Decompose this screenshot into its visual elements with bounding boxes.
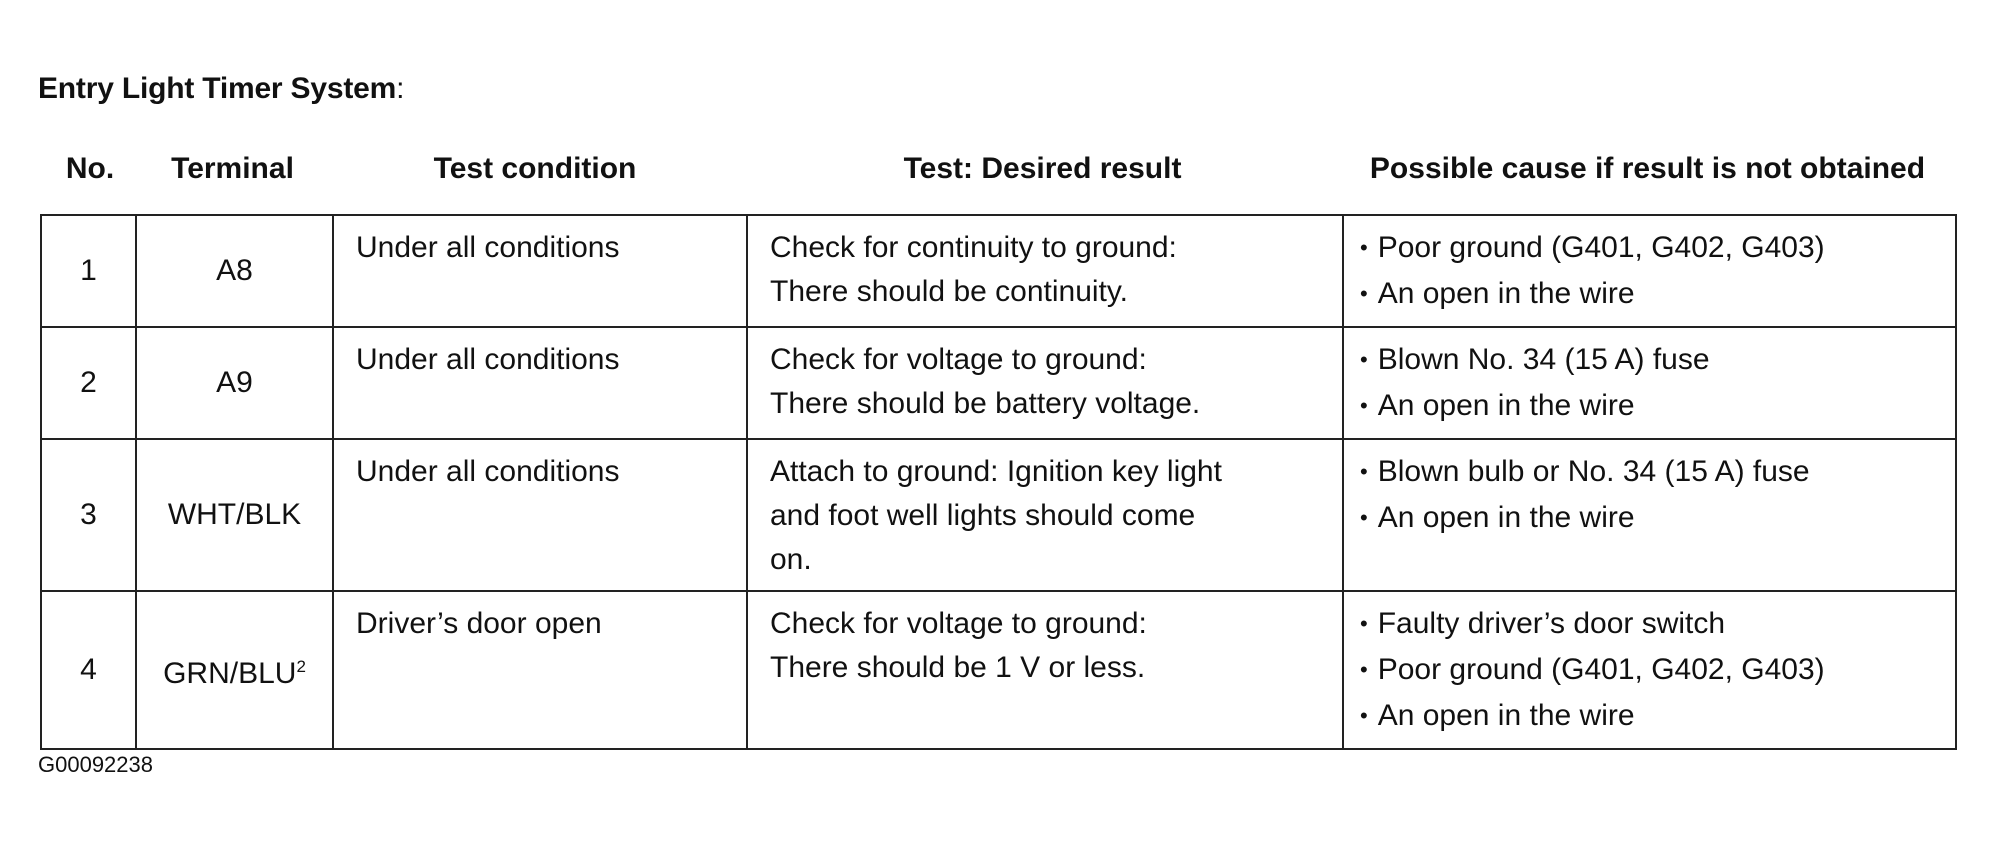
cause-cell <box>1343 439 1956 591</box>
terminal-label: GRN/BLU <box>163 656 297 690</box>
result-line: There should be battery voltage. <box>770 387 1201 420</box>
condition-cell: Under all conditions <box>333 439 747 591</box>
result-cell <box>747 327 1343 439</box>
terminal-label: A8 <box>216 254 253 287</box>
table-row <box>41 215 1956 327</box>
result-line: Check for voltage to ground: <box>770 607 1147 640</box>
title-text: Entry Light Timer System <box>38 72 397 105</box>
result-line: on. <box>770 543 812 576</box>
terminal-cell <box>136 439 333 591</box>
test-table <box>40 214 1957 750</box>
terminal-label: WHT/BLK <box>167 498 302 531</box>
terminal-label: A9 <box>216 366 253 399</box>
cause-cell <box>1343 591 1956 749</box>
result-line: Check for voltage to ground: <box>770 343 1147 376</box>
terminal-footnote-mark: 2 <box>296 656 306 676</box>
cause-cell <box>1343 327 1956 439</box>
header-terminal: Terminal <box>171 152 294 185</box>
condition-cell: Under all conditions <box>333 215 747 327</box>
table-row <box>41 439 1956 591</box>
result-line: There should be continuity. <box>770 275 1128 308</box>
cause-cell <box>1343 215 1956 327</box>
condition-cell: Driver’s door open <box>333 591 747 749</box>
result-line: Attach to ground: Ignition key light <box>770 455 1222 488</box>
cause-item: • An open in the wire <box>1360 694 1955 740</box>
table-row <box>41 327 1956 439</box>
result-cell <box>747 591 1343 749</box>
cause-item: • Blown No. 34 (15 A) fuse <box>1360 338 1955 384</box>
title-colon: : <box>396 72 405 105</box>
cause-item: • An open in the wire <box>1360 384 1955 430</box>
row-number: 1 <box>41 215 136 327</box>
cause-item: • An open in the wire <box>1360 272 1955 318</box>
cause-item: • Blown bulb or No. 34 (15 A) fuse <box>1360 450 1955 496</box>
page-title <box>38 72 404 106</box>
result-line: and foot well lights should come <box>770 499 1196 532</box>
row-number: 3 <box>41 439 136 591</box>
header-possible-cause: Possible cause if result is not obtained <box>1369 152 1926 185</box>
result-cell <box>747 215 1343 327</box>
header-desired-result: Test: Desired result <box>903 152 1182 185</box>
result-cell <box>747 439 1343 591</box>
terminal-cell <box>136 327 333 439</box>
result-line: Check for continuity to ground: <box>770 231 1177 264</box>
header-test-condition: Test condition <box>433 152 637 185</box>
cause-item: • Poor ground (G401, G402, G403) <box>1360 648 1955 694</box>
figure-code: G00092238 <box>38 752 153 777</box>
condition-cell: Under all conditions <box>333 327 747 439</box>
row-number: 2 <box>41 327 136 439</box>
cause-item: • An open in the wire <box>1360 496 1955 542</box>
result-line: There should be 1 V or less. <box>770 651 1146 684</box>
terminal-cell <box>136 215 333 327</box>
header-no: No. <box>65 152 115 185</box>
terminal-cell <box>136 591 333 749</box>
cause-item: • Poor ground (G401, G402, G403) <box>1360 226 1955 272</box>
row-number: 4 <box>41 591 136 749</box>
table-row <box>41 591 1956 749</box>
cause-item: • Faulty driver’s door switch <box>1360 602 1955 648</box>
